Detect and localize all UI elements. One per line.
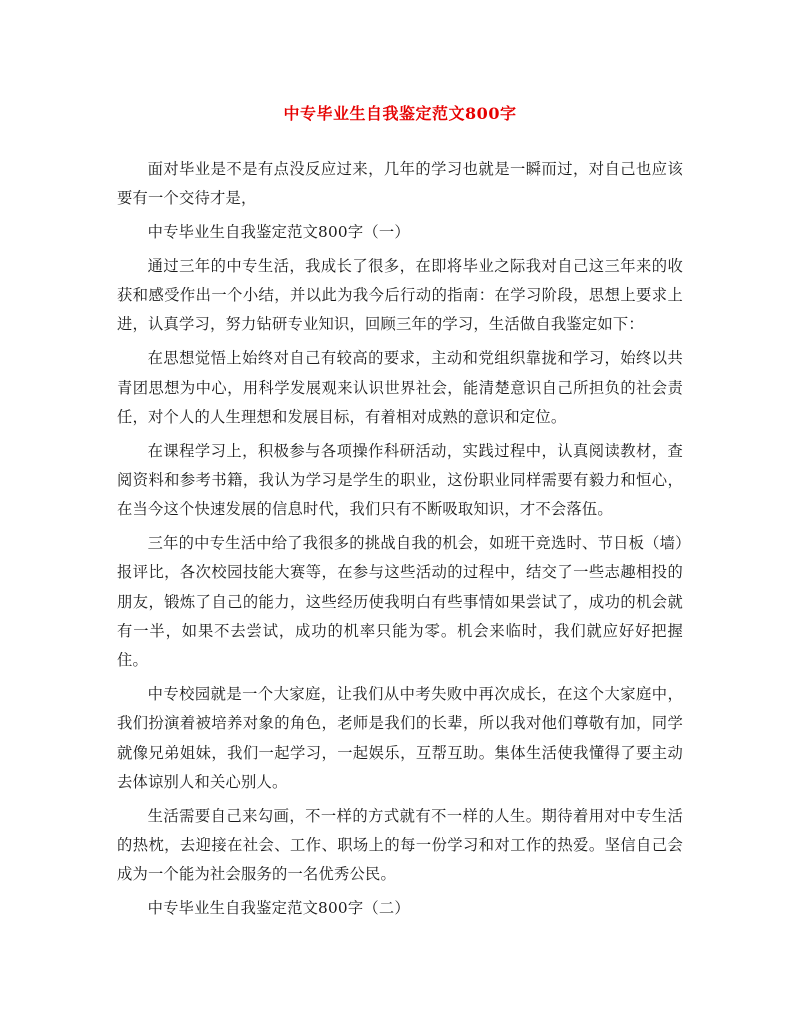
paragraph-ideology: 在思想觉悟上始终对自己有较高的要求，主动和党组织靠拢和学习，始终以共青团思想为中心，用科学发展观来认识世界社会，能清楚意识自己所担负的社会责任，对个人的人生理想和发展目标，有着相对成熟的意识和定位。 bbox=[117, 349, 683, 426]
paragraph-activities: 三年的中专生活中给了我很多的挑战自我的机会，如班干竞选时、节日板（墙）报评比，各次校园技能大赛等，在参与这些活动的过程中，结交了一些志趣相投的朋友，锻炼了自己的能力，这些经历使我明白有些事情如果尝试了，成功的机会就有一半，如果不去尝试，成功的机率只能为零。机会来临时，我们就应好好把握住。 bbox=[117, 534, 683, 670]
document-body bbox=[117, 155, 683, 923]
section-heading-one: 中专毕业生自我鉴定范文800字（一） bbox=[147, 223, 410, 242]
paragraph-future: 生活需要自己来勾画，不一样的方式就有不一样的人生。期待着用对中专生活的热枕，去迎接在社会、工作、职场上的每一份学习和对工作的热爱。坚信自己会成为一个能为社会服务的一名优秀公民。 bbox=[117, 806, 683, 884]
paragraph-intro: 面对毕业是不是有点没反应过来，几年的学习也就是一瞬而过，对自己也应该要有一个交待才是， bbox=[117, 160, 683, 208]
paragraph-study: 在课程学习上，积极参与各项操作科研活动，实践过程中，认真阅读教材，查阅资料和参考书籍，我认为学习是学生的职业，这份职业同样需要有毅力和恒心，在当今这个快速发展的信息时代，我们只有不断吸取知识，才不会落伍。 bbox=[117, 441, 683, 519]
document-title: 中专毕业生自我鉴定范文800字 bbox=[283, 104, 517, 123]
section-heading-two: 中专毕业生自我鉴定范文800字（二） bbox=[147, 899, 410, 918]
paragraph-campus-family: 中专校园就是一个大家庭，让我们从中考失败中再次成长，在这个大家庭中，我们扮演着被培养对象的角色，老师是我们的长辈，所以我对他们尊敬有加，同学就像兄弟姐妹，我们一起学习，一起娱乐，互帮互助。集体生活使我懂得了要主动去体谅别人和关心别人。 bbox=[117, 685, 683, 791]
paragraph-overview: 通过三年的中专生活，我成长了很多，在即将毕业之际我对自己这三年来的收获和感受作出一个小结，并以此为我今后行动的指南：在学习阶段，思想上要求上进，认真学习，努力钻研专业知识，回顾三年的学习，生活做自我鉴定如下： bbox=[117, 256, 683, 334]
